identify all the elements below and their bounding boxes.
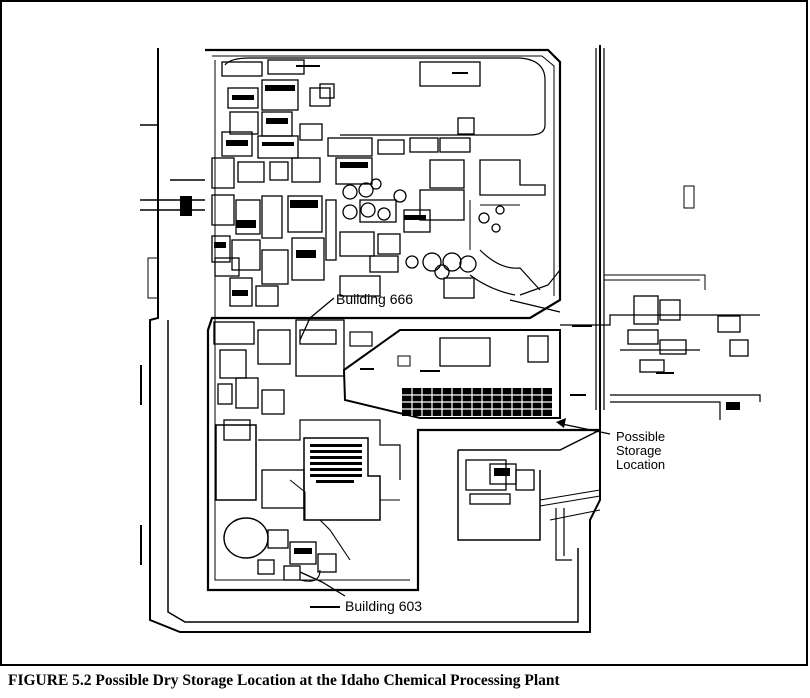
sw-oval-structure [224, 518, 268, 558]
storage-label-line1: Possible [616, 429, 666, 444]
storage-zone-building [440, 338, 490, 366]
map-annotation-marks [140, 65, 674, 608]
storage-label-line3: Location [616, 457, 666, 472]
storage-zone-kiosk [398, 356, 410, 366]
building-603-fill [294, 548, 312, 554]
building-603-area [258, 530, 336, 580]
central-process-area [212, 190, 474, 306]
south-building-stipple [310, 444, 362, 483]
building-666-label: Building 666 [336, 291, 414, 307]
north-arrow [684, 186, 694, 208]
north-building-cluster [212, 60, 480, 188]
map-border [1, 1, 807, 665]
east-spur-road [604, 275, 705, 290]
process-piping [470, 250, 540, 295]
east-building [480, 160, 545, 195]
east-annex [628, 296, 748, 372]
building-603-leader [300, 572, 345, 596]
west-building [148, 258, 158, 298]
west-central-buildings [214, 320, 344, 508]
west-gate-roads [140, 125, 205, 210]
se-complex-buildings [466, 460, 534, 504]
perimeter-fence [150, 45, 600, 632]
storage-arrowhead [556, 418, 566, 428]
gatehouse [180, 196, 192, 216]
south-connectors [290, 480, 400, 520]
east-marker [726, 402, 740, 410]
storage-label-line2: Storage [616, 443, 662, 458]
central-process-fills [214, 200, 426, 296]
plant-boundary-inner [212, 56, 554, 296]
storage-zone-shed [350, 332, 372, 346]
storage-zone-annex [528, 336, 548, 362]
se-access-roads [540, 490, 600, 520]
se-complex-fence [458, 430, 600, 540]
building-603-label: Building 603 [345, 598, 423, 614]
east-roads [470, 200, 520, 250]
figure-caption: FIGURE 5.2 Possible Dry Storage Location at the Idaho Chemical Processing Plant [8, 672, 560, 689]
se-complex-fill [494, 468, 510, 476]
